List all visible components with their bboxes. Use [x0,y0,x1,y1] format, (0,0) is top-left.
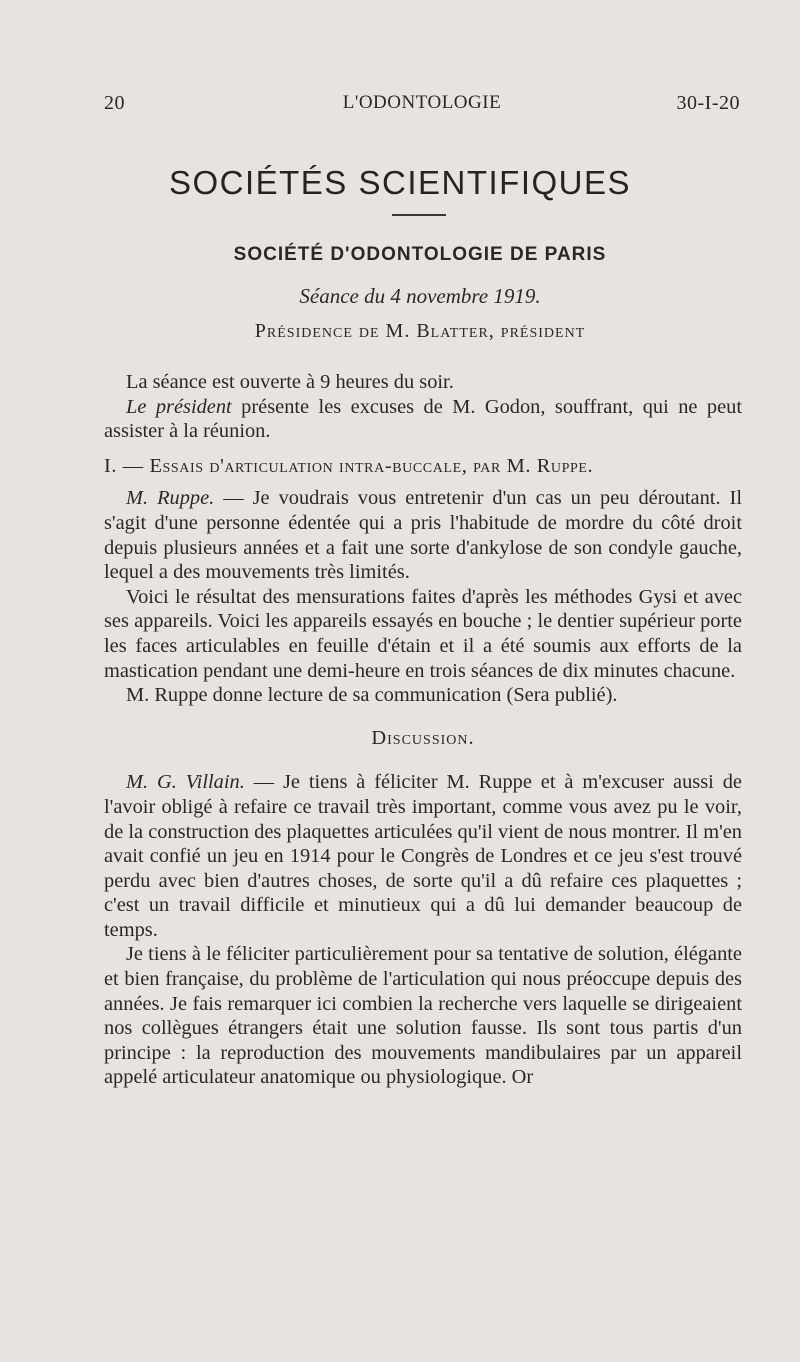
paragraph-measurements: Voici le résultat des mensurations faites d'après les méthodes Gysi et avec ses appareils. Voici les appareils essayés en bouche ; le dentier supérieur porte les faces articulables en feuille d'étain et il a été soumis aux efforts de la mastication pendant une demi-heure en trois séances de dix minutes chacune. [104,585,742,682]
speaker-name: Le président [126,395,232,418]
journal-title: L'ODONTOLOGIE [342,92,502,113]
agenda-item-heading: I. — Essais d'articulation intra-buccale, par M. Ruppe. [104,454,594,477]
running-header [104,92,740,122]
speaker-name: M. Ruppe. [126,487,215,510]
paragraph-text: — Je tiens à féliciter M. Ruppe et à m'excuser aussi de l'avoir obligé à refaire ce travail très important, comme vous avez pu le voir, de la construction des plaquettes articulées qu'il vient de nous montrer. Il m'en avait confié un jeu en 1914 pour le Congrès de Londres et ce jeu s'est trouvé perdu avec bien d'autres choses, de sorte qu'il a dû refaire ces plaquettes ; c'est un travail difficile et minutieux qui a dû lui demander beaucoup de temps. [104,771,742,941]
paragraph-excuses [104,395,742,444]
society-name: SOCIÉTÉ D'ODONTOLOGIE DE PARIS [233,244,607,265]
issue-date: 30-I-20 [676,92,740,114]
discussion-heading: Discussion. [371,726,475,749]
paragraph-opening: La séance est ouverte à 9 heures du soir. [126,371,454,393]
paragraph-text: présente les excuses de M. Godon, souffrant, qui ne peut assister à la réunion. [104,395,742,443]
paragraph-text: — Je voudrais vous entretenir d'un cas un peu déroutant. Il s'agit d'une personne édentée qui a pris l'habitude de mordre du côté droit depuis plusieurs années et a fait une sorte d'ankylose de son condyle gauche, lequel a des mouvements très limités. [104,487,742,584]
session-date: Séance du 4 novembre 1919. [299,284,541,308]
presidency-line: Présidence de M. Blatter, président [254,320,586,342]
speaker-name: M. G. Villain. [126,771,245,794]
paragraph-villain [104,770,742,942]
title-divider [392,214,446,216]
paragraph-communication: M. Ruppe donne lecture de sa communication (Sera publié). [126,684,618,707]
page-number: 20 [104,92,125,114]
article-body [104,370,742,1090]
paragraph-ruppe [104,486,742,584]
paragraph-villain-continued: Je tiens à le féliciter particulièrement pour sa tentative de solution, élégante et bien française, du problème de l'articulation qui nous préoccupe depuis des années. Je fais remarquer ici combien la recherche vers laquelle se dirigeaient nos collègues étrangers était une solution fausse. Ils sont tous partis d'un principe : la reproduction des mouvements mandibulaires par un appareil appelé articulateur anatomique ou physiologique. Or [104,943,742,1089]
section-title: SOCIÉTÉS SCIENTIFIQUES [168,164,632,201]
